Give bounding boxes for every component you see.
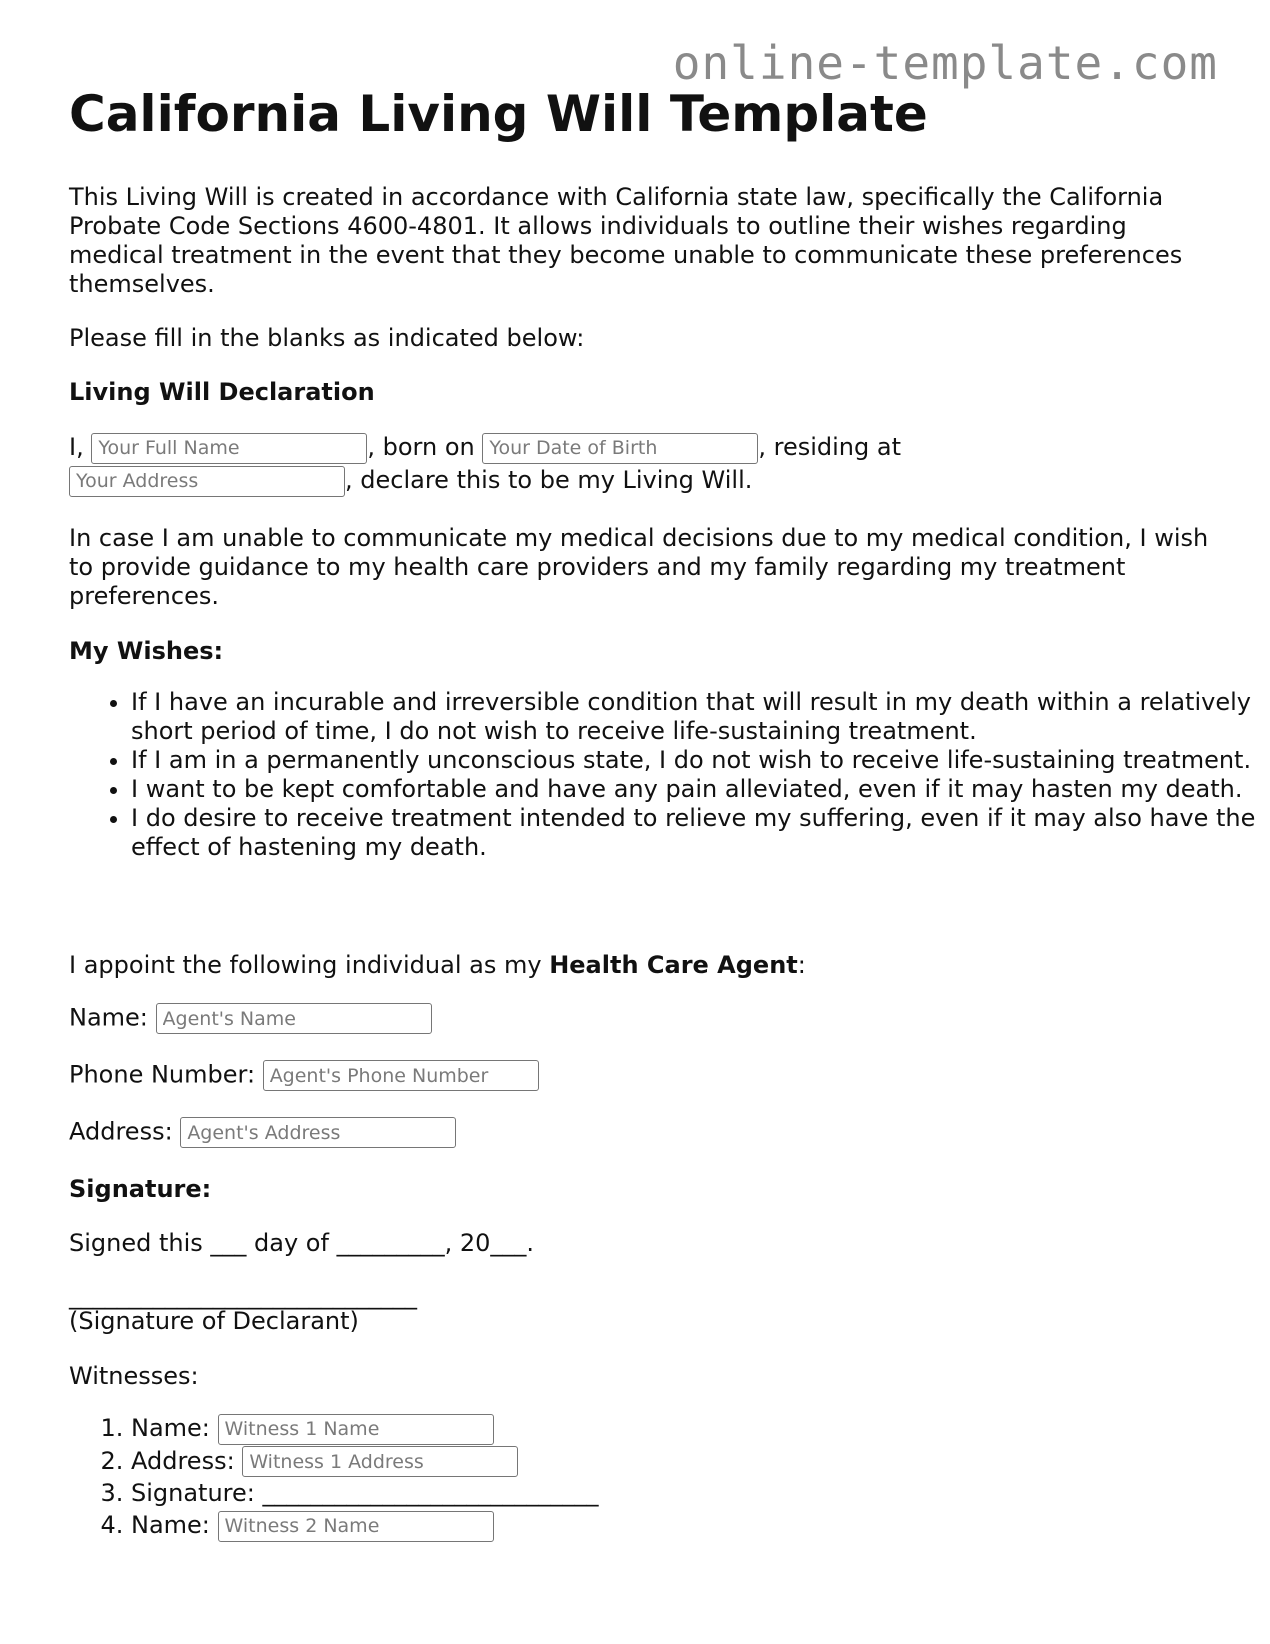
- page-title: California Living Will Template: [69, 85, 928, 143]
- agent-address-label: Address:: [69, 1117, 173, 1146]
- wish-item: • I want to be kept comfortable and have any pain alleviated, even if it may hasten my death.: [131, 775, 1270, 804]
- address-input[interactable]: [69, 466, 345, 497]
- witness-2-name-item: [131, 1509, 1270, 1542]
- instructions-text: Please fill in the blanks as indicated below:: [69, 324, 585, 352]
- wishes-heading: My Wishes:: [69, 637, 224, 665]
- agent-name-input[interactable]: [156, 1003, 432, 1034]
- wish-item: • If I am in a permanently unconscious state, I do not wish to receive life-sustaining treatment.: [131, 746, 1270, 775]
- witness-2-name-input[interactable]: [218, 1511, 494, 1542]
- witness-1-address-item: [131, 1445, 1270, 1478]
- watermark: online-template.com: [672, 36, 1218, 90]
- wish-item: • If I have an incurable and irreversible condition that will result in my death within a relatively short period of time, I do not wish to receive life-sustaining treatment.: [131, 688, 1270, 746]
- in-case-paragraph: In case I am unable to communicate my medical decisions due to my medical condition, I wish to provide guidance to my health care providers and my family regarding my treatment preferences.: [69, 524, 1209, 610]
- declarant-signature-caption: (Signature of Declarant): [69, 1307, 359, 1335]
- witness-1-signature-item: [131, 1477, 1270, 1509]
- agent-name-row: [69, 1003, 1209, 1034]
- witness-1-address-label: Address:: [131, 1446, 235, 1475]
- appoint-prefix: I appoint the following individual as my: [69, 951, 550, 979]
- witness-1-signature-line: ____________________________: [262, 1479, 599, 1507]
- appoint-agent-text: [69, 951, 1209, 980]
- agent-address-input[interactable]: [180, 1117, 456, 1148]
- agent-phone-label: Phone Number:: [69, 1060, 256, 1089]
- witness-1-name-label: Name:: [131, 1414, 210, 1442]
- date-of-birth-input[interactable]: [482, 433, 758, 464]
- witness-1-name-input[interactable]: [218, 1414, 494, 1445]
- declarant-signature-line: _____________________________: [69, 1282, 417, 1310]
- witness-1-address-input[interactable]: [242, 1446, 518, 1477]
- appoint-suffix: :: [797, 951, 806, 979]
- agent-phone-row: [69, 1060, 1209, 1091]
- agent-name-label: Name:: [69, 1003, 148, 1032]
- signature-heading: Signature:: [69, 1175, 212, 1203]
- witness-list: [69, 1412, 1270, 1542]
- witness-1-name-item: [131, 1412, 1270, 1445]
- signed-date-line: Signed this ___ day of _________, 20___.: [69, 1229, 534, 1257]
- residing-at-text: , residing at: [758, 433, 901, 461]
- born-on-text: , born on: [367, 433, 475, 461]
- intro-paragraph: This Living Will is created in accordance with California state law, specifically the California Probate Code Sections 4600-4801. It allows individuals to outline their wishes regarding medical treatment in the event that they become unable to communicate these preferences themselves.: [69, 183, 1183, 298]
- agent-address-row: [69, 1117, 1209, 1148]
- agent-phone-input[interactable]: [263, 1060, 539, 1091]
- declaration-statement: [69, 431, 1209, 497]
- declaration-heading: Living Will Declaration: [69, 378, 375, 406]
- full-name-input[interactable]: [91, 433, 367, 464]
- declaration-suffix: , declare this to be my Living Will.: [345, 466, 753, 494]
- declaration-prefix: I,: [69, 433, 84, 461]
- wishes-list: [69, 688, 1270, 862]
- witness-2-name-label: Name:: [131, 1511, 210, 1539]
- witness-1-signature-label: Signature:: [131, 1479, 255, 1507]
- witnesses-label: Witnesses:: [69, 1362, 199, 1390]
- health-care-agent-label: Health Care Agent: [549, 951, 798, 979]
- wish-item: • I do desire to receive treatment intended to relieve my suffering, even if it may also have the effect of hastening my death.: [131, 804, 1270, 862]
